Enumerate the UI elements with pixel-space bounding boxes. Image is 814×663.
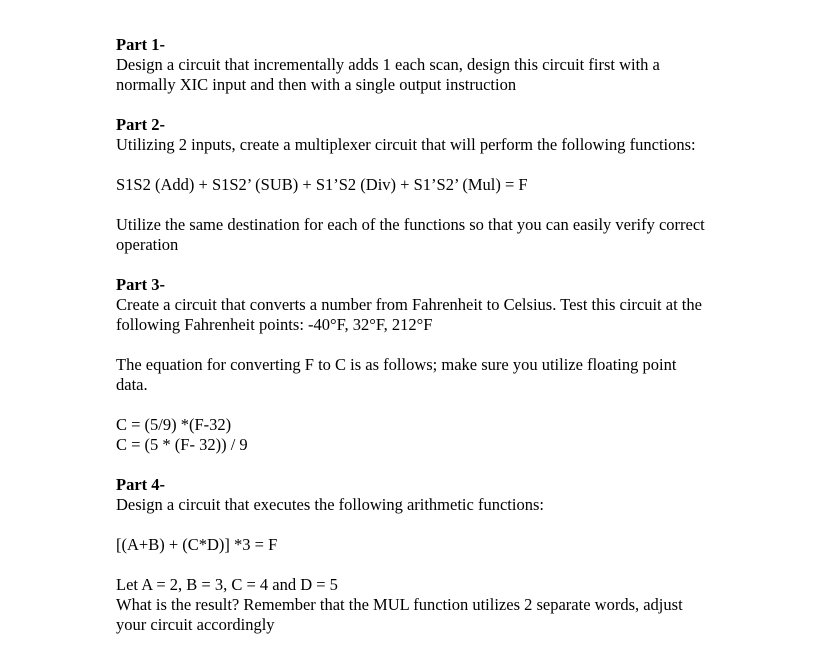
part-4-question-line-2: your circuit accordingly <box>116 615 275 634</box>
part-3-equation-intro-line-1: The equation for converting F to C is as follows; make sure you utilize floating point <box>116 355 677 374</box>
part-4-equation: [(A+B) + (C*D)] *3 = F <box>116 535 278 554</box>
part-3-formula-2: C = (5 * (F- 32)) / 9 <box>116 435 248 454</box>
part-4-section <box>116 475 796 635</box>
part-3-line-2: following Fahrenheit points: -40°F, 32°F, 212°F <box>116 315 433 334</box>
part-4-title: Part 4- <box>116 475 166 494</box>
part-2-intro: Utilizing 2 inputs, create a multiplexer circuit that will perform the following functions: <box>116 135 696 154</box>
part-3-line-1: Create a circuit that converts a number from Fahrenheit to Celsius. Test this circuit at the <box>116 295 702 314</box>
part-2-section <box>116 115 796 255</box>
part-2-equation: S1S2 (Add) + S1S2’ (SUB) + S1’S2 (Div) + S1’S2’ (Mul) = F <box>116 175 528 194</box>
part-2-note-line-2: operation <box>116 235 179 254</box>
part-3-formula-1: C = (5/9) *(F-32) <box>116 415 232 434</box>
part-4-intro: Design a circuit that executes the following arithmetic functions: <box>116 495 544 514</box>
part-3-equation-intro-line-2: data. <box>116 375 148 394</box>
part-4-values: Let A = 2, B = 3, C = 4 and D = 5 <box>116 575 338 594</box>
part-3-title: Part 3- <box>116 275 166 294</box>
part-4-question-line-1: What is the result? Remember that the MUL function utilizes 2 separate words, adjust <box>116 595 683 614</box>
document-body <box>116 35 796 635</box>
part-2-note-line-1: Utilize the same destination for each of the functions so that you can easily verify correct <box>116 215 705 234</box>
part-2-title: Part 2- <box>116 115 166 134</box>
part-1-section <box>116 35 796 95</box>
part-1-title: Part 1- <box>116 35 166 54</box>
part-3-section <box>116 275 796 455</box>
part-1-line-2: normally XIC input and then with a single output instruction <box>116 75 517 94</box>
part-1-line-1: Design a circuit that incrementally adds 1 each scan, design this circuit first with a <box>116 55 660 74</box>
